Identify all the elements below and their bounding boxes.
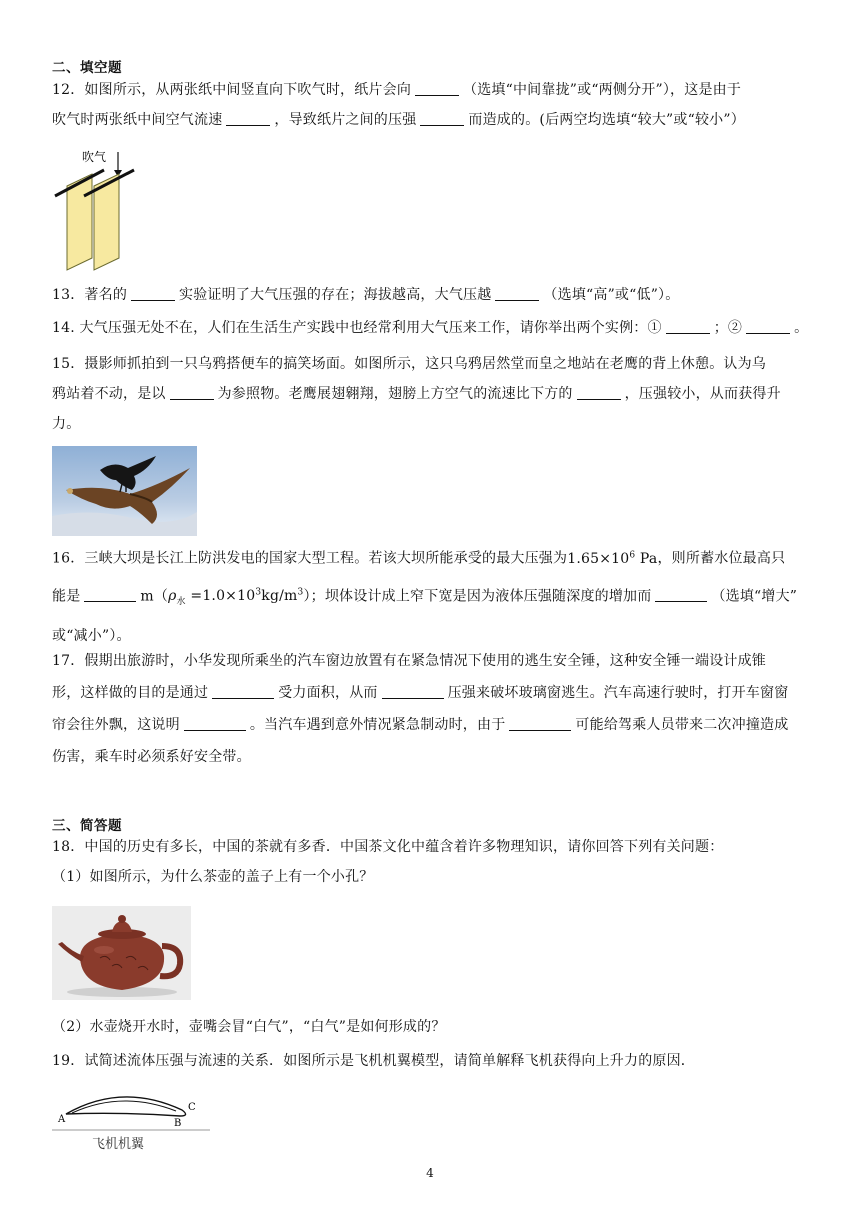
teapot-photo: [52, 906, 191, 1000]
point-c-label: C: [188, 1102, 196, 1113]
q15-text: 15．摄影师抓拍到一只乌鸦搭便车的搞笑场面。如图所示，这只乌鸦居然堂而皇之地站在老鹰的背上休憩。认为乌: [52, 356, 767, 372]
answer-blank[interactable]: [184, 715, 246, 731]
q13-text: 13．著名的: [52, 287, 128, 303]
answer-blank[interactable]: [415, 80, 459, 96]
answer-blank[interactable]: [170, 384, 214, 400]
q16-text: 16．三峡大坝是长江上防洪发电的国家大型工程。若该大坝所能承受的最大压强为: [52, 550, 568, 567]
question-12: [52, 75, 814, 135]
wing-model-figure: [52, 1086, 212, 1156]
water-density-formula: $\rho_水 =1.0\times 10^3kg/m^3$: [168, 587, 304, 608]
crow-eagle-photo: [52, 446, 197, 536]
answer-blank[interactable]: [382, 683, 444, 699]
q12-text: 吹气时两张纸中间空气流速: [52, 112, 223, 128]
question-15: [52, 349, 814, 439]
q18-part-2: （2）水壶烧开水时，壶嘴会冒“白气”，“白气”是如何形成的？: [52, 1019, 446, 1035]
q14-text: 14. 大气压强无处不在，人们在生活生产实践中也经常利用大气压来工作，请你举出两个实例：①: [52, 320, 662, 336]
q16-text: 或“减小”）。: [52, 628, 131, 645]
max-pressure-value: $1.65\times 10^6$ Pa: [567, 550, 658, 567]
q16-text: m（: [140, 588, 169, 605]
point-b-label: B: [174, 1118, 182, 1129]
q12-text: 而造成的。(后两空均选填“较大”或“较小”）: [468, 112, 745, 128]
q17-text: 形，这样做的目的是通过: [52, 685, 209, 701]
question-14: [52, 313, 814, 343]
q12-text: ，导致纸片之间的压强: [274, 112, 417, 128]
q16-text: ）；坝体设计成上窄下宽是因为液体压强随深度的增加而: [303, 588, 652, 605]
q17-text: 帘会往外飘，这说明: [52, 717, 180, 733]
question-19: [52, 1046, 814, 1076]
paper-blowing-figure: [52, 146, 147, 274]
q18-part-1: （1）如图所示，为什么茶壶的盖子上有一个小孔？: [52, 869, 374, 885]
answer-blank[interactable]: [577, 384, 621, 400]
answer-blank[interactable]: [495, 285, 539, 301]
q15-text: ，压强较小，从而获得升: [624, 386, 781, 402]
answer-blank[interactable]: [84, 586, 136, 602]
q16-text: ，则所蓄水位最高只: [657, 550, 786, 567]
answer-blank[interactable]: [131, 285, 175, 301]
q17-text: 。当汽车遇到意外情况紧急制动时，由于: [249, 717, 506, 733]
q18-text: 18．中国的历史有多长，中国的茶就有多香．中国茶文化中蕴含着许多物理知识，请你回答下列有关问题：: [52, 839, 724, 855]
page-number: 4: [426, 1166, 434, 1180]
answer-blank[interactable]: [226, 110, 270, 126]
q13-text: 实验证明了大气压强的存在；海拔越高，大气压越: [179, 287, 492, 303]
answer-blank[interactable]: [655, 586, 707, 602]
q12-text: （选填“中间靠拢”或“两侧分开”），这是由于: [463, 82, 742, 98]
question-17: [52, 645, 814, 773]
q15-text: 为参照物。老鹰展翅翱翔，翅膀上方空气的流速比下方的: [217, 386, 573, 402]
wing-caption: 飞机机翼: [92, 1137, 145, 1152]
q17-text: 可能给驾乘人员带来二次冲撞造成: [575, 717, 789, 733]
q15-text: 力。: [52, 416, 81, 432]
q16-text: 能是: [52, 588, 81, 605]
q17-text: 受力面积，从而: [278, 685, 378, 701]
answer-blank[interactable]: [420, 110, 464, 126]
question-18-part-2: [52, 1012, 814, 1042]
q14-text: ；②: [713, 320, 743, 336]
question-18: [52, 832, 814, 892]
point-a-label: A: [58, 1114, 66, 1125]
answer-blank[interactable]: [509, 715, 571, 731]
q12-text: 12．如图所示，从两张纸中间竖直向下吹气时，纸片会向: [52, 82, 412, 98]
answer-blank[interactable]: [746, 318, 790, 334]
answer-blank[interactable]: [666, 318, 710, 334]
q14-text: 。: [794, 320, 809, 336]
section-heading-fill: 二、填空题: [52, 60, 122, 76]
q17-text: 压强来破坏玻璃窗逃生。汽车高速行驶时，打开车窗窗: [447, 685, 789, 701]
blow-label: 吹气: [82, 150, 107, 164]
q15-text: 鸦站着不动，是以: [52, 386, 166, 402]
q16-text: （选填“增大”: [711, 588, 798, 605]
wing-profile: [66, 1097, 186, 1116]
question-16: [52, 538, 814, 653]
section-heading-short-answer: 三、简答题: [52, 818, 122, 834]
answer-blank[interactable]: [212, 683, 274, 699]
question-13: [52, 280, 814, 310]
q17-text: 伤害，乘车时必须系好安全带。: [52, 749, 251, 765]
q19-text: 19．试简述流体压强与流速的关系．如图所示是飞机机翼模型，请简单解释飞机获得向上升力的原因．: [52, 1053, 696, 1069]
q13-text: （选填“高”或“低”）。: [543, 287, 680, 303]
q17-text: 17．假期出旅游时，小华发现所乘坐的汽车窗边放置有在紧急情况下使用的逃生安全锤，这种安全锤一端设计成锥: [52, 653, 767, 669]
